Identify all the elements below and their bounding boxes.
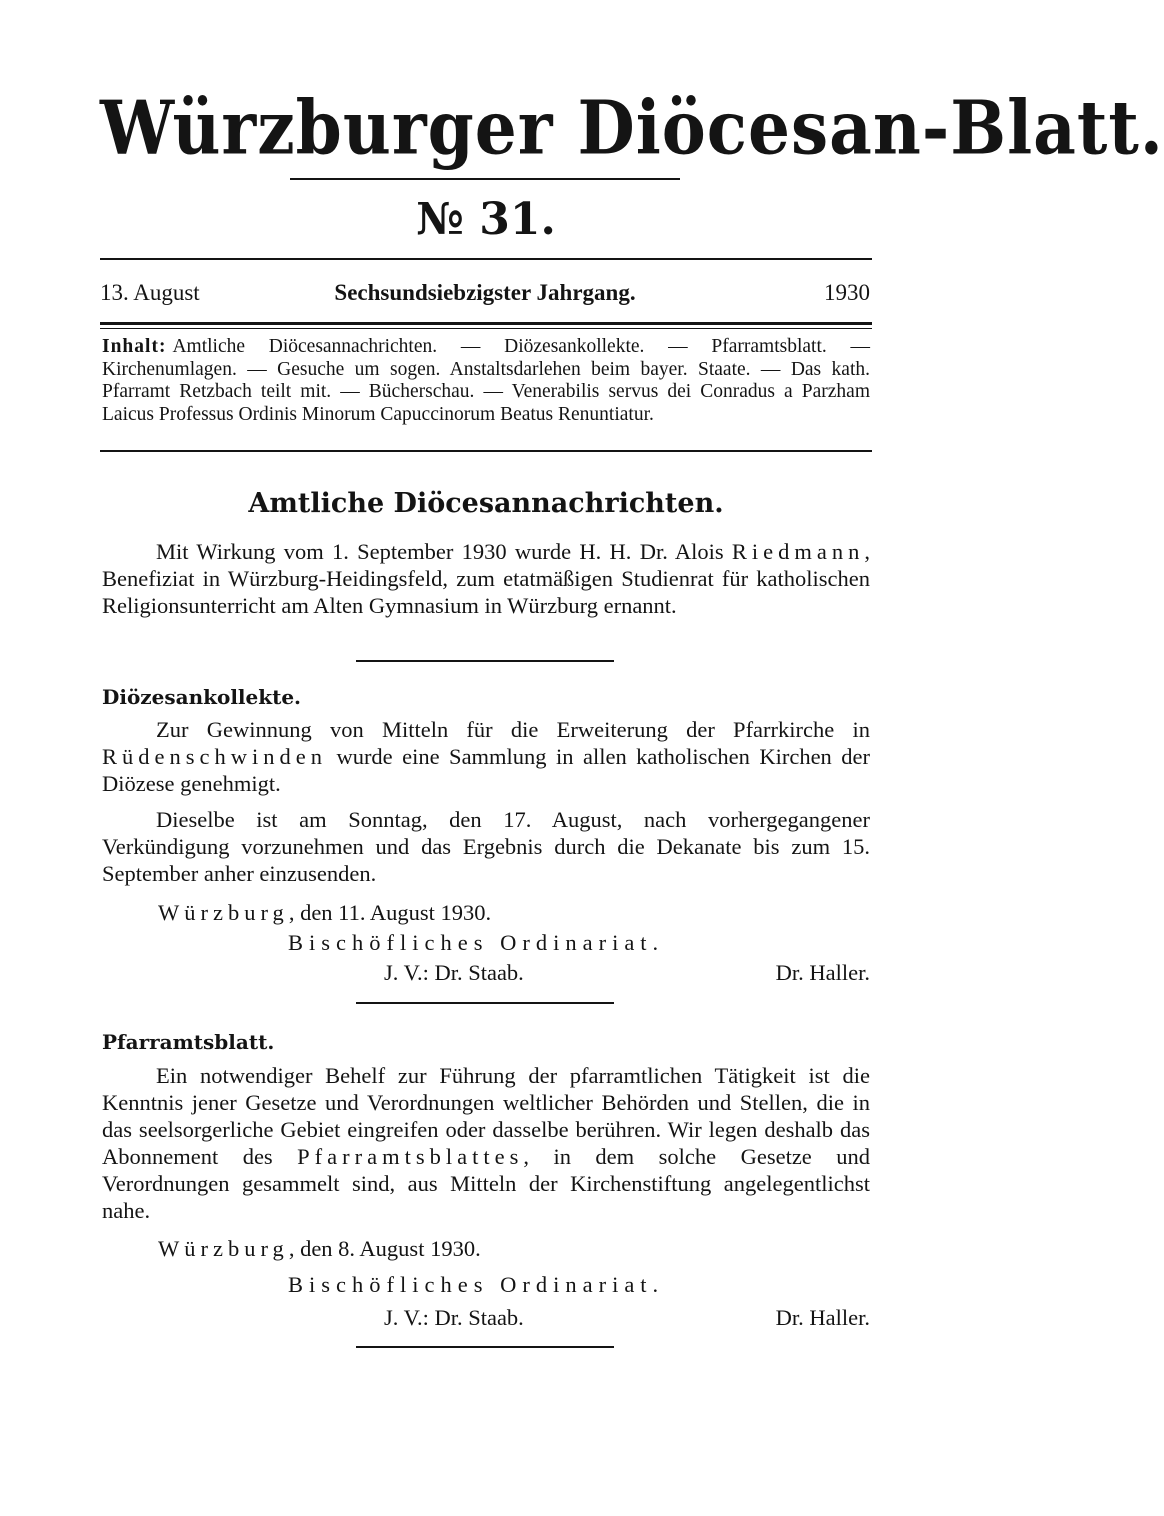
issue-date: 13. August: [100, 280, 200, 305]
masthead-title: Würzburger Diöcesan-Blatt.: [100, 84, 1164, 172]
collection-paragraph-1: [102, 716, 870, 797]
collection-authority: Bischöfliches Ordinariat.: [288, 930, 665, 955]
collection-text-after: wurde eine Sammlung in allen katholischen Kirchen der Diözese genehmigt.: [102, 744, 870, 796]
number-rule: [100, 258, 872, 260]
news-name: Riedmann: [731, 539, 865, 564]
collection-place-date: [158, 900, 491, 926]
contents-bottom-rule: [100, 450, 872, 452]
parish-bulletin-paragraph: [102, 1062, 870, 1224]
bulletin-place-date: [158, 1236, 481, 1262]
collection-signature-date: , den 11. August 1930.: [288, 900, 492, 925]
collection-signature-place: Würzburg: [158, 900, 289, 925]
contents-top-rule-thin: [100, 328, 872, 329]
collection-signer-left: J. V.: Dr. Staab.: [384, 960, 524, 985]
news-paragraph: [102, 538, 870, 619]
table-of-contents: [102, 336, 870, 426]
collection-text-before: Zur Gewinnung von Mitteln für die Erweiterung der Pfarrkirche in: [156, 717, 870, 742]
collection-place: Rüdenschwinden: [102, 744, 327, 769]
dateline: [100, 280, 870, 310]
section-title-news: Amtliche Diöcesannachrichten.: [248, 488, 724, 519]
separator-rule: [356, 660, 614, 662]
contents-label: Inhalt:: [102, 336, 167, 357]
heading-collection: Diözesankollekte.: [102, 685, 302, 709]
contents-text: Amtliche Diöcesannachrichten. — Diözesankollekte. — Pfarramtsblatt. — Kirchenumlagen. — Gesuche um sogen. Anstaltsdarlehen beim bayer. Staate. — Das kath. Pfarramt Retzbach teilt mit. — Bücherschau. — Venerabilis servus dei Conradus a Parzham Laicus Professus Ordinis Minorum Capuccinorum Beatus Renuntiatur.: [102, 336, 870, 425]
issue-year: 1930: [824, 280, 870, 305]
contents-top-rule: [100, 322, 872, 325]
issue-number: № 31.: [416, 194, 556, 245]
bulletin-text-after: , in dem solche Gesetze und Verordnungen gesammelt sind, aus Mitteln der Kirchenstiftung angelegentlichst nahe.: [102, 1144, 871, 1223]
news-text-before: Mit Wirkung vom 1. September 1930 wurde H. H. Dr. Alois: [156, 539, 732, 564]
bulletin-text-before: Ein notwendiger Behelf zur Führung der pfarramtlichen Tätigkeit ist die Kenntnis jener Gesetze und Verordnungen weltlicher Behörden und Stellen, die in das seelsorgerliche Gebiet eingreifen oder dasselbe berühren. Wir legen deshalb das Abonnement des: [102, 1063, 870, 1169]
bulletin-name: Pfarramtsblattes: [297, 1144, 524, 1169]
collection-paragraph-2: Dieselbe ist am Sonntag, den 17. August, nach vorhergegangener Verkündigung vorzunehmen und das Ergebnis durch die Dekanate bis zum 15. September anher einzusenden.: [102, 807, 870, 886]
bulletin-signature-place: Würzburg: [158, 1236, 289, 1261]
masthead-rule: [290, 178, 680, 180]
collection-signer-right: Dr. Haller.: [775, 960, 870, 985]
separator-rule: [356, 1002, 614, 1004]
issue-volume: Sechsundsiebzigster Jahrgang.: [334, 280, 636, 305]
bulletin-signer-right: Dr. Haller.: [775, 1305, 870, 1330]
news-text-after: , Benefiziat in Würzburg-Heidingsfeld, zum etatmäßigen Studienrat für katholischen Religionsunterricht am Alten Gymnasium in Würzburg ernannt.: [102, 539, 870, 618]
bulletin-signer-left: J. V.: Dr. Staab.: [384, 1305, 524, 1330]
bulletin-signature-date: , den 8. August 1930.: [288, 1236, 481, 1261]
bulletin-authority: Bischöfliches Ordinariat.: [288, 1272, 665, 1297]
heading-parish-bulletin: Pfarramtsblatt.: [102, 1030, 275, 1054]
separator-rule: [356, 1346, 614, 1348]
